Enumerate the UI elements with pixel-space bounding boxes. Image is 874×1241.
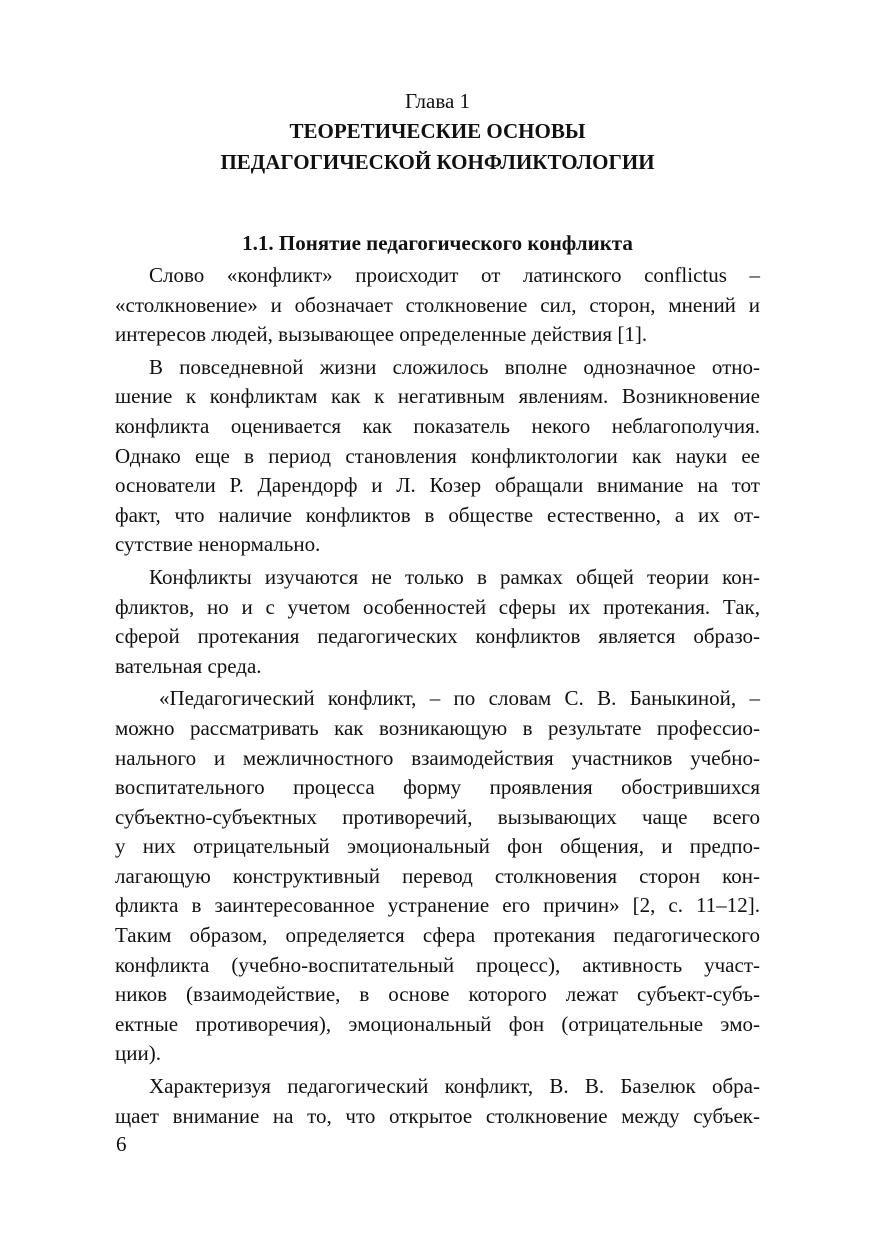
text-line: фликтов, но и с учетом особенностей сферы их протекания. Так, (115, 594, 760, 619)
text-line: Однако еще в период становления конфликтологии как науки ее (115, 443, 760, 468)
text-line: «Педагогический конфликт, – по словам С. В. Баныкиной, – (159, 686, 760, 711)
text-line: Таким образом, определяется сфера протекания педагогического (115, 923, 760, 948)
body-text (115, 261, 760, 1131)
text-line: факт, что наличие конфликтов в обществе естественно, а их от- (115, 502, 760, 527)
text-line: Слово «конфликт» происходит от латинского conflictus – (149, 263, 760, 287)
chapter-label: Глава 1 (404, 89, 471, 113)
page-number: 6 (116, 1132, 127, 1156)
text-line: В повседневной жизни сложилось вполне однозначное отно- (149, 354, 760, 379)
text-line: ектные противоречия), эмоциональный фон (отрицательные эмо- (115, 1011, 760, 1036)
chapter-title-line-2: ПЕДАГОГИЧЕСКОЙ КОНФЛИКТОЛОГИИ (220, 150, 655, 174)
text-line: сферой протекания педагогических конфликтов является образо- (115, 624, 760, 649)
text-line: у них отрицательный эмоциональный фон общения, и предпо- (115, 834, 760, 859)
text-line: сутствие ненормально. (115, 532, 321, 557)
text-line: вательная среда. (115, 653, 262, 678)
text-line: субъектно-субъектных противоречий, вызывающих чаще всего (115, 804, 760, 829)
text-line: нального и межличностного взаимодействия участников учебно- (115, 745, 760, 770)
text-line: можно рассматривать как возникающую в результате профессио- (115, 715, 760, 740)
text-line: ников (взаимодействие, в основе которого лежат субъект-субъ- (115, 982, 760, 1007)
text-line: щает внимание на то, что открытое столкновение между субъек- (115, 1103, 760, 1128)
text-line: воспитательного процесса форму проявления обострившихся (115, 775, 760, 800)
text-line: конфликта оценивается как показатель некого неблагополучия. (115, 413, 760, 438)
text-line: интересов людей, вызывающее определенные действия [1]. (115, 322, 648, 347)
chapter-title-line-1: ТЕОРЕТИЧЕСКИЕ ОСНОВЫ (289, 119, 586, 143)
text-line: лагающую конструктивный перевод столкновения сторон кон- (115, 863, 760, 888)
text-line: ции). (115, 1041, 161, 1066)
text-line: шение к конфликтам как к негативным явлениям. Возникновение (115, 384, 760, 409)
text-line: Конфликты изучаются не только в рамках общей теории кон- (149, 564, 760, 589)
text-line: конфликта (учебно-воспитательный процесс), активность участ- (115, 952, 760, 977)
document-page (115, 86, 760, 1131)
text-line: Характеризуя педагогический конфликт, В. В. Базелюк обра- (149, 1074, 760, 1099)
section-title: 1.1. Понятие педагогического конфликта (242, 231, 633, 255)
text-line: фликта в заинтересованное устранение его причин» [2, с. 11–12]. (115, 893, 760, 918)
text-line: «столкновение» и обозначает столкновение сил, сторон, мнений и (115, 292, 760, 317)
text-line: основатели Р. Дарендорф и Л. Козер обращали внимание на тот (115, 473, 760, 498)
